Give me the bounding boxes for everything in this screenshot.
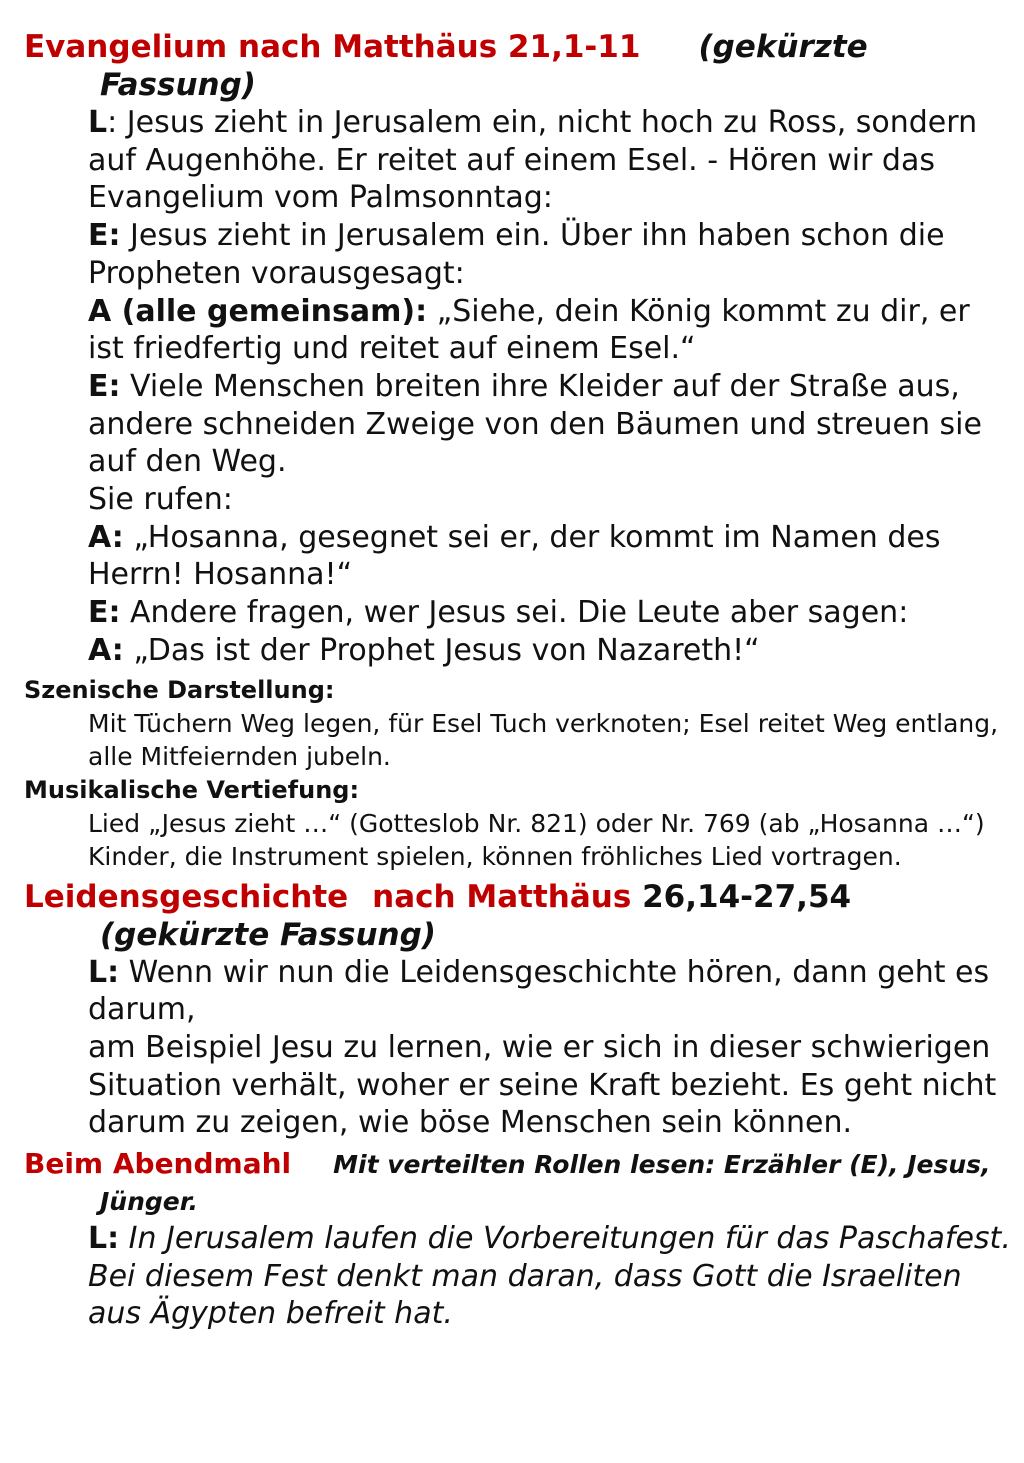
dialog-text: Jesus zieht in Jerusalem ein. Über ihn haben schon die Propheten vorausgesagt:	[88, 218, 945, 291]
dialog-text: „Hosanna, gesegnet sei er, der kommt im Namen des Herrn! Hosanna!“	[88, 519, 941, 593]
dialog-line	[88, 1029, 1014, 1142]
gospel-heading	[24, 28, 1014, 104]
scene-heading: Szenische Darstellung:	[24, 675, 335, 704]
dialog-line: L: Jesus zieht in Jerusalem ein, nicht hoch zu Ross, sondern auf Augenhöhe. Er reitet auf einem Esel. - Hören wir das Evangelium vom Palmsonntag:	[88, 105, 978, 216]
dialog-line	[88, 594, 1014, 632]
music-line-2: Kinder, die Instrument spielen, können fröhliches Lied vortragen.	[88, 842, 902, 872]
speaker-label: E:	[88, 595, 121, 631]
music-heading: Musikalische Vertiefung:	[24, 775, 360, 804]
dialog-line	[88, 954, 1014, 1029]
dialog-line	[88, 519, 1014, 594]
speaker-label: A:	[88, 632, 124, 668]
speaker-label: A:	[88, 519, 124, 555]
speaker-label: E:	[88, 218, 121, 254]
passion-title: Leidensgeschichte	[24, 878, 349, 915]
dialog-text: In Jerusalem laufen die Vorbereitungen für das Paschafest. Bei diesem Fest denkt man daran, dass Gott die Israeliten aus Ägypten befreit hat.	[88, 1221, 1011, 1332]
passion-heading	[24, 878, 1014, 954]
gospel-dialog	[88, 104, 1014, 670]
supper-note: Mit verteilten Rollen lesen: Erzähler (E), Jesus, Jünger.	[100, 1150, 991, 1217]
passion-dialog	[88, 954, 1014, 1143]
dialog-line	[88, 632, 1014, 670]
scene-text: Mit Tüchern Weg legen, für Esel Tuch verknoten; Esel reitet Weg entlang, alle Mitfeiernden jubeln.	[88, 708, 999, 772]
scene-note	[88, 707, 1014, 774]
dialog-text: „Siehe, dein König kommt zu dir, er ist friedfertig und reitet auf einem Esel.“	[88, 293, 970, 367]
dialog-line	[88, 293, 1014, 368]
dialog-text: Sie rufen:	[88, 482, 233, 518]
dialog-line	[88, 481, 1014, 519]
dialog-text: Wenn wir nun die Leidensgeschichte hören, dann geht es darum,	[88, 954, 990, 1028]
passion-title-red: nach Matthäus	[372, 878, 632, 915]
dialog-text: am Beispiel Jesu zu lernen, wie er sich in dieser schwierigen Situation verhält, woher er seine Kraft bezieht. Es geht nicht darum zu zeigen, wie böse Menschen sein können.	[88, 1029, 997, 1141]
supper-dialog	[88, 1220, 1014, 1333]
speaker-label: A (alle gemeinsam):	[88, 293, 428, 329]
passion-reference: 26,14-27,54	[642, 878, 852, 915]
dialog-line	[88, 1220, 1014, 1333]
gospel-note: (gekürzte Fassung)	[100, 29, 868, 103]
speaker-label: L	[88, 105, 108, 140]
speaker-label: E:	[88, 368, 121, 404]
speaker-label: L:	[88, 954, 120, 990]
dialog-text: Andere fragen, wer Jesus sei. Die Leute aber sagen:	[120, 595, 909, 631]
dialog-text: Jesus zieht in Jerusalem ein, nicht hoch zu Ross, sondern auf Augenhöhe. Er reitet auf einem Esel. - Hören wir das Evangelium vom Palmsonntag:	[88, 105, 978, 216]
dialog-line	[88, 368, 1014, 481]
speaker-label: L:	[88, 1221, 120, 1257]
passion-note: (gekürzte Fassung)	[100, 916, 436, 953]
music-note	[88, 807, 1014, 874]
document-page	[24, 28, 1014, 1333]
supper-title: Beim Abendmahl	[24, 1147, 292, 1181]
gospel-title: Evangelium nach Matthäus 21,1-11	[24, 29, 641, 65]
dialog-text: Viele Menschen breiten ihre Kleider auf der Straße aus, andere schneiden Zweige von den Bäumen und streuen sie auf den Weg.	[88, 368, 982, 480]
music-line-1: Lied „Jesus zieht …“ (Gotteslob Nr. 821) oder Nr. 769 (ab „Hosanna …“)	[88, 808, 985, 838]
dialog-line	[88, 217, 1014, 292]
dialog-text: „Das ist der Prophet Jesus von Nazareth!“	[123, 632, 760, 668]
supper-heading	[24, 1146, 1014, 1220]
